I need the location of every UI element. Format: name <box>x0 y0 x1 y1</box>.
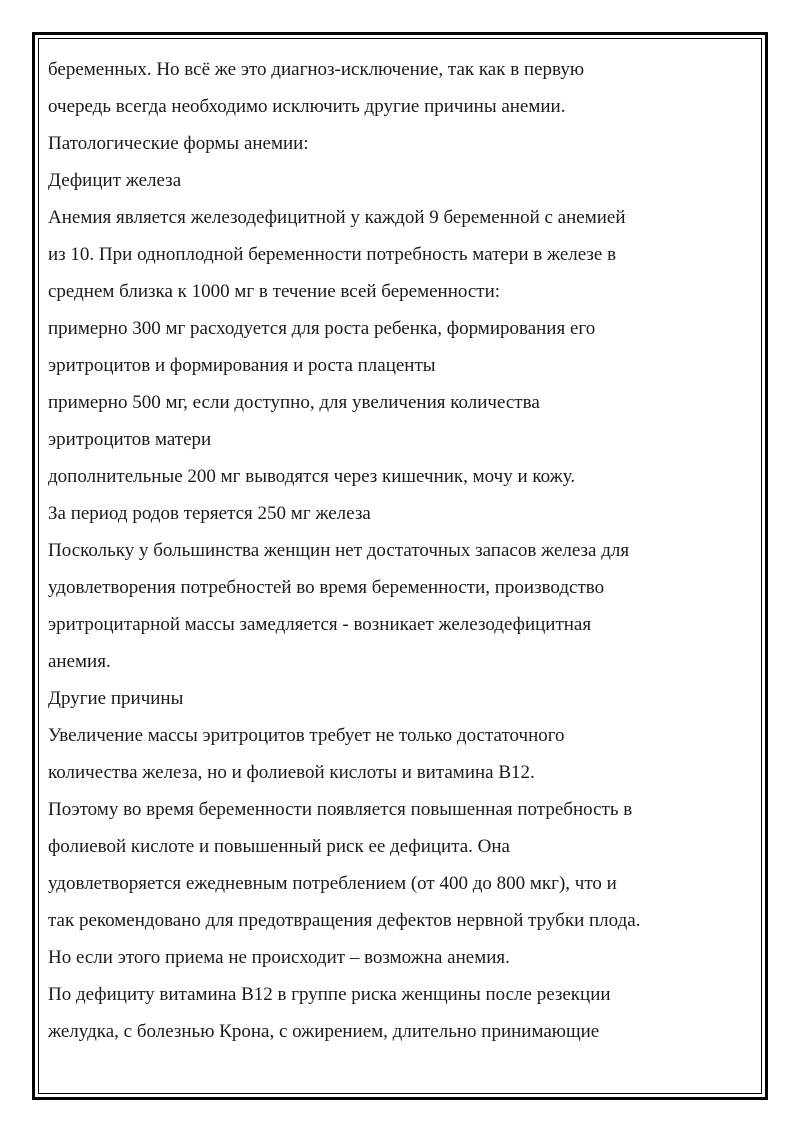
text-line: удовлетворения потребностей во время беременности, производство <box>48 577 605 598</box>
text-line: примерно 500 мг, если доступно, для увеличения количества <box>48 392 540 413</box>
text-line: эритроцитов и формирования и роста плаценты <box>48 355 436 376</box>
section-heading: Патологические формы анемии: <box>48 133 309 154</box>
text-line: анемия. <box>48 651 111 672</box>
text-line: примерно 300 мг расходуется для роста ребенка, формирования его <box>48 318 596 339</box>
text-line: из 10. При одноплодной беременности потребность матери в железе в <box>48 244 617 265</box>
document-body <box>48 55 738 1054</box>
text-line: количества железа, но и фолиевой кислоты и витамина В12. <box>48 762 535 783</box>
text-line: Увеличение массы эритроцитов требует не только достаточного <box>48 725 565 746</box>
text-line: Но если этого приема не происходит – возможна анемия. <box>48 947 510 968</box>
text-line: дополнительные 200 мг выводятся через кишечник, мочу и кожу. <box>48 466 576 487</box>
text-line: Поэтому во время беременности появляется повышенная потребность в <box>48 799 633 820</box>
text-line: очередь всегда необходимо исключить другие причины анемии. <box>48 96 566 117</box>
subsection-heading: Дефицит железа <box>48 170 182 191</box>
text-line: Поскольку у большинства женщин нет достаточных запасов железа для <box>48 540 630 561</box>
text-line: За период родов теряется 250 мг железа <box>48 503 371 524</box>
text-line: По дефициту витамина В12 в группе риска женщины после резекции <box>48 984 611 1005</box>
text-line: удовлетворяется ежедневным потреблением (от 400 до 800 мкг), что и <box>48 873 617 894</box>
text-line: эритроцитов матери <box>48 429 212 450</box>
text-line: среднем близка к 1000 мг в течение всей беременности: <box>48 281 501 302</box>
text-line: Анемия является железодефицитной у каждой 9 беременной с анемией <box>48 207 626 228</box>
text-line: эритроцитарной массы замедляется - возникает железодефицитная <box>48 614 592 635</box>
text-line: фолиевой кислоте и повышенный риск ее дефицита. Она <box>48 836 510 857</box>
text-line: беременных. Но всё же это диагноз-исключение, так как в первую <box>48 59 585 80</box>
text-line: желудка, с болезнью Крона, с ожирением, длительно принимающие <box>48 1021 600 1042</box>
text-line: так рекомендовано для предотвращения дефектов нервной трубки плода. <box>48 910 641 931</box>
subsection-heading: Другие причины <box>48 688 184 709</box>
